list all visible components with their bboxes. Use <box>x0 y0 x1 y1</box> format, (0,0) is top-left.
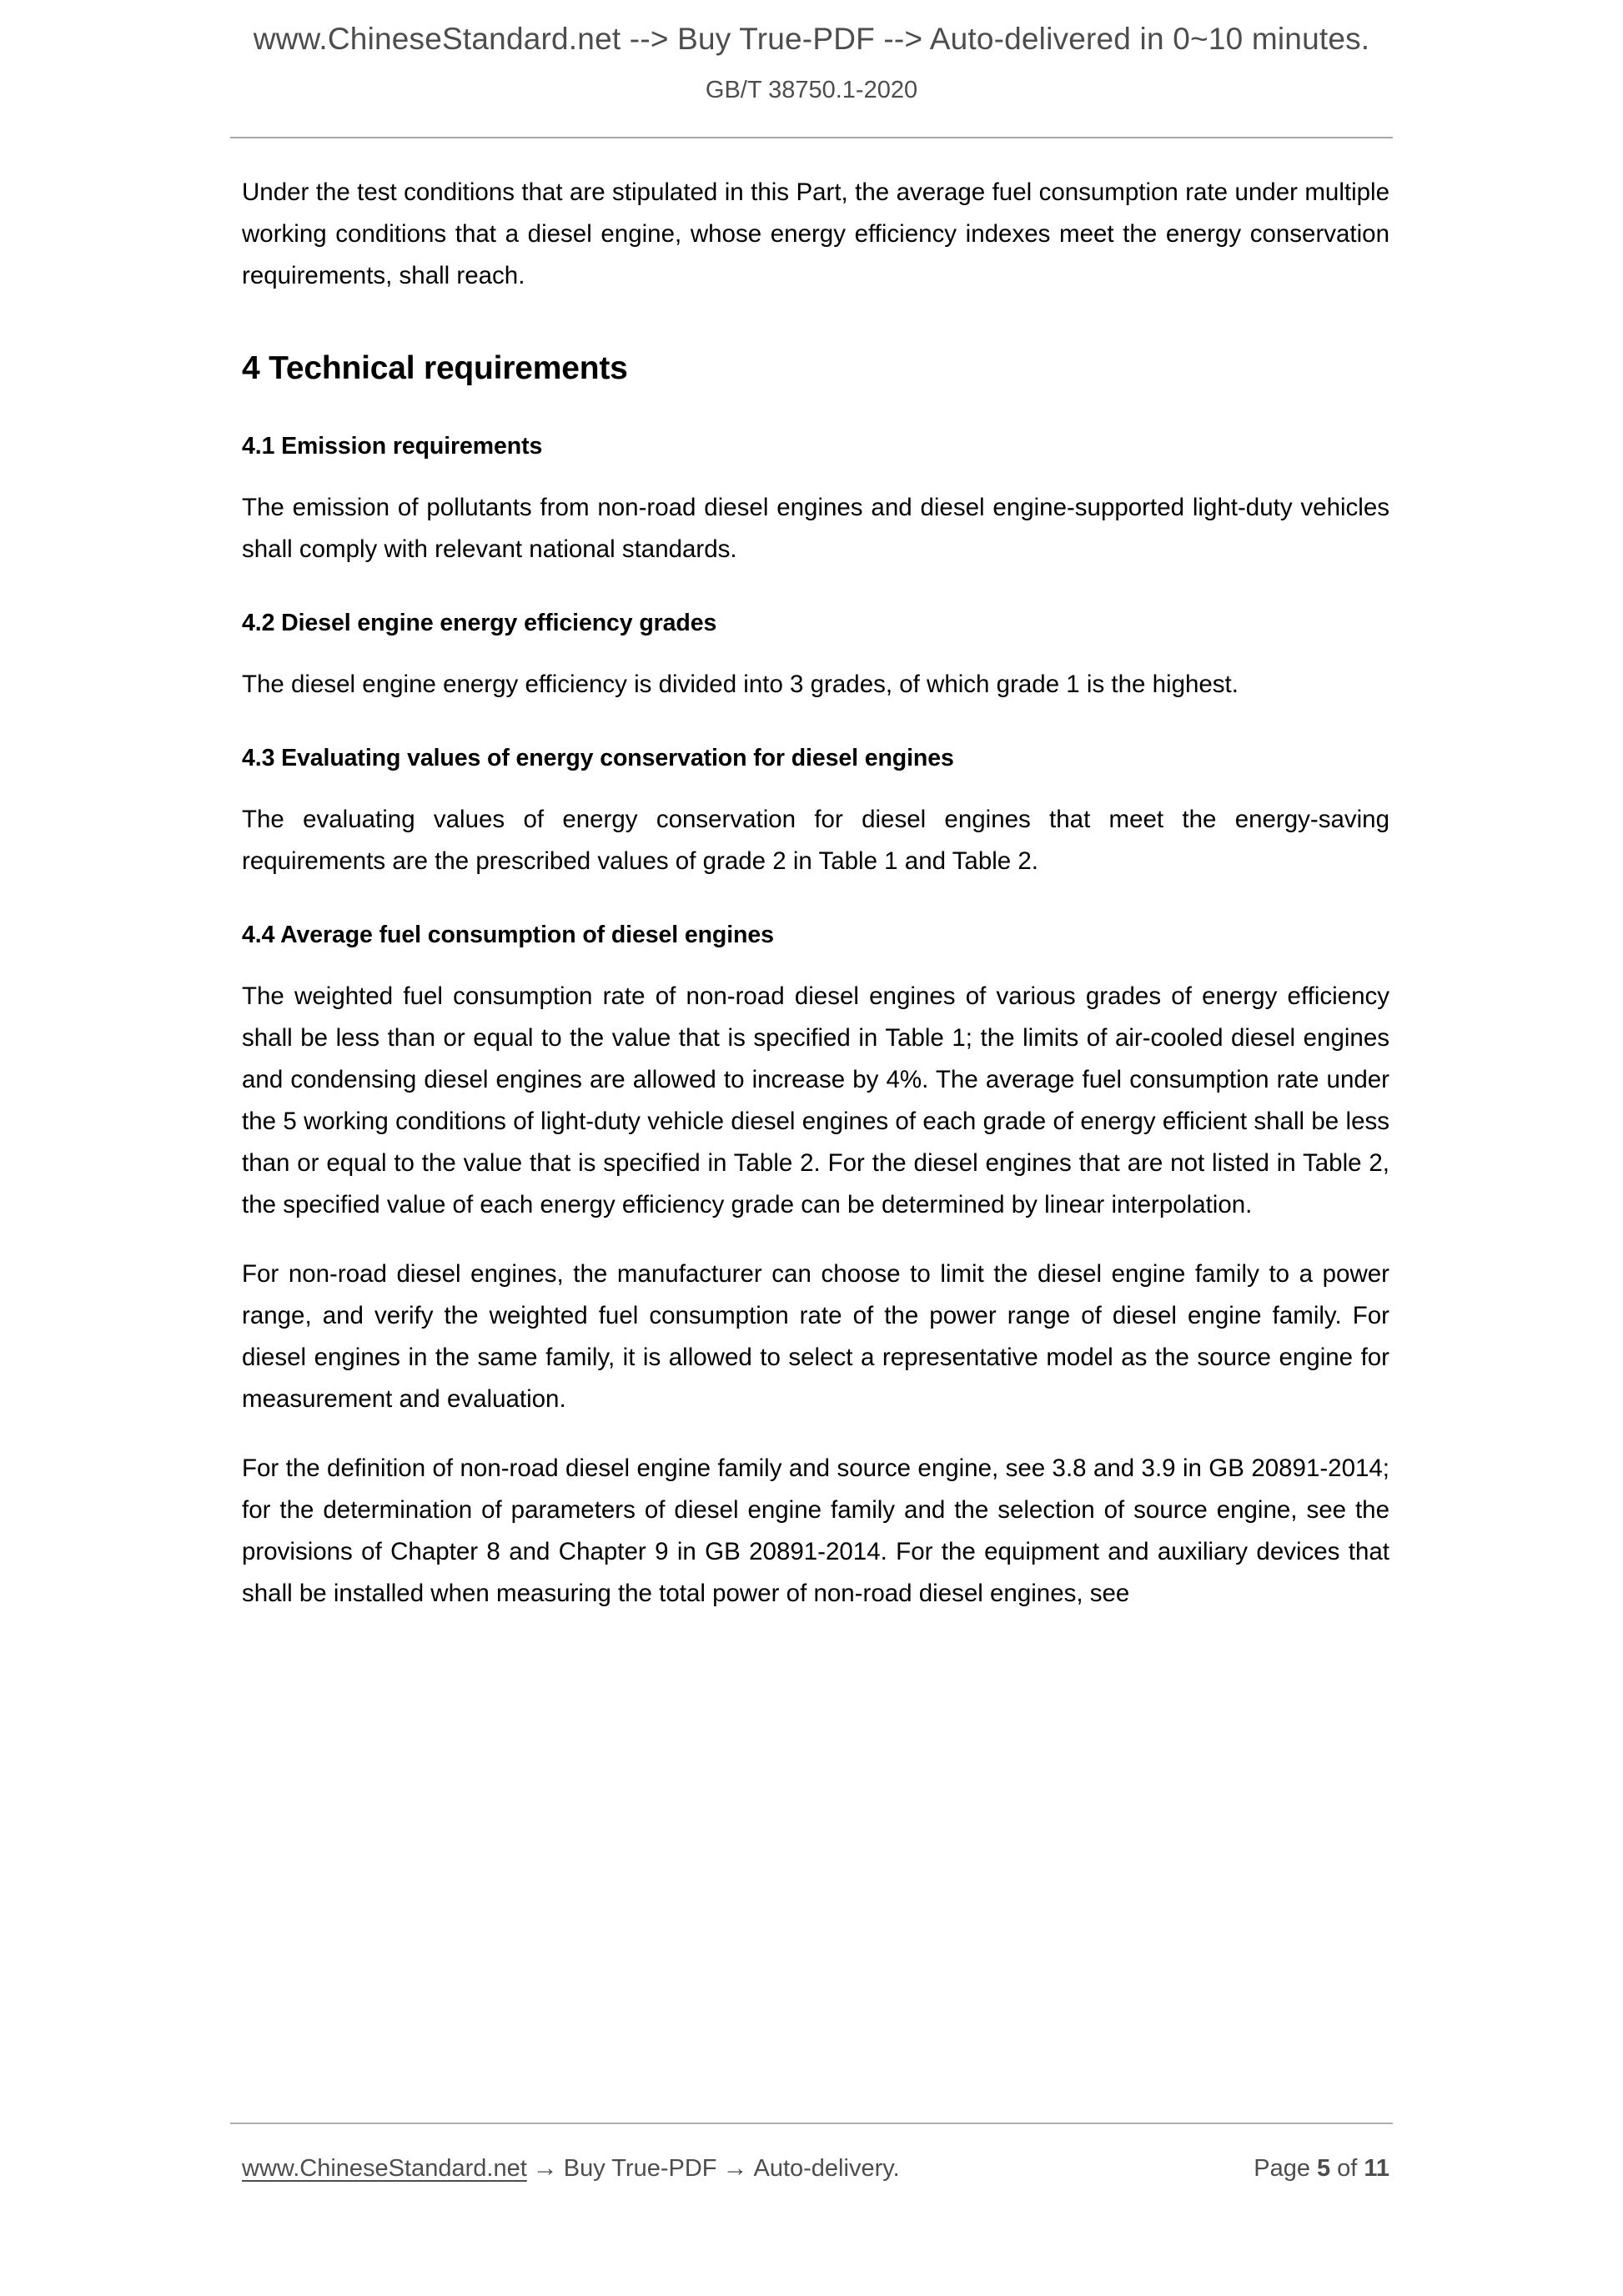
heading-section-4-3: 4.3 Evaluating values of energy conservation for diesel engines <box>242 745 954 771</box>
of-label: of <box>1337 2155 1358 2182</box>
document-body <box>242 172 1389 1615</box>
paragraph-4-4-1: The weighted fuel consumption rate of non-road diesel engines of various grades of energy efficiency shall be less than or equal to the value that is specified in Table 1; the limits of air-cooled diesel engines and condensing diesel engines are allowed to increase by 4%. The average fuel consumption rate under the 5 working conditions of light-duty vehicle diesel engines of each grade of energy efficient shall be less than or equal to the value that is specified in Table 2. For the diesel engines that are not listed in Table 2, the specified value of each energy efficiency grade can be determined by linear interpolation. <box>242 982 1389 1218</box>
footer-promo <box>242 2150 900 2187</box>
header-divider <box>230 137 1393 138</box>
paragraph-4-4-2: For non-road diesel engines, the manufacturer can choose to limit the diesel engine family to a power range, and verify the weighted fuel consumption rate of the power range of diesel engine family. For diesel engines in the same family, it is allowed to select a representative model as the source engine for measurement and evaluation. <box>242 1260 1389 1413</box>
page-footer <box>242 2150 1389 2192</box>
heading-section-4-2: 4.2 Diesel engine energy efficiency grades <box>242 610 717 636</box>
paragraph-4-3: The evaluating values of energy conservation for diesel engines that meet the energy-saving requirements are the prescribed values of grade 2 in Table 1 and Table 2. <box>242 806 1389 875</box>
paragraph-4-1: The emission of pollutants from non-road diesel engines and diesel engine-supported light-duty vehicles shall comply with relevant national standards. <box>242 494 1389 563</box>
footer-buy-text: Buy True-PDF <box>563 2155 717 2182</box>
page-indicator <box>1254 2150 1389 2187</box>
page-label: Page <box>1254 2155 1310 2182</box>
total-pages: 11 <box>1364 2155 1389 2182</box>
footer-divider <box>230 2123 1393 2124</box>
header-watermark-text: www.ChineseStandard.net --> Buy True-PDF --> Auto-delivered in 0~10 minutes. <box>253 22 1370 56</box>
standard-number: GB/T 38750.1-2020 <box>705 77 918 103</box>
heading-section-4-4: 4.4 Average fuel consumption of diesel engines <box>242 922 774 948</box>
heading-section-4-1: 4.1 Emission requirements <box>242 433 543 460</box>
arrow-right-icon-1: → <box>532 2154 558 2182</box>
arrow-right-icon-2: → <box>722 2154 748 2182</box>
page-number: 5 <box>1317 2155 1331 2182</box>
footer-site-link[interactable]: www.ChineseStandard.net <box>242 2155 527 2182</box>
heading-section-4: 4 Technical requirements <box>242 350 628 386</box>
paragraph-4-2: The diesel engine energy efficiency is divided into 3 grades, of which grade 1 is the highest. <box>242 671 1239 698</box>
intro-paragraph: Under the test conditions that are stipulated in this Part, the average fuel consumption rate under multiple working conditions that a diesel engine, whose energy efficiency indexes meet the energy conservation requirements, shall reach. <box>242 178 1389 289</box>
paragraph-4-4-3: For the definition of non-road diesel engine family and source engine, see 3.8 and 3.9 in GB 20891-2014; for the determination of parameters of diesel engine family and the selection of source engine, see the provisions of Chapter 8 and Chapter 9 in GB 20891-2014. For the equipment and auxiliary devices that shall be installed when measuring the total power of non-road diesel engines, see <box>242 1454 1389 1607</box>
footer-delivery-text: Auto-delivery. <box>753 2155 900 2182</box>
